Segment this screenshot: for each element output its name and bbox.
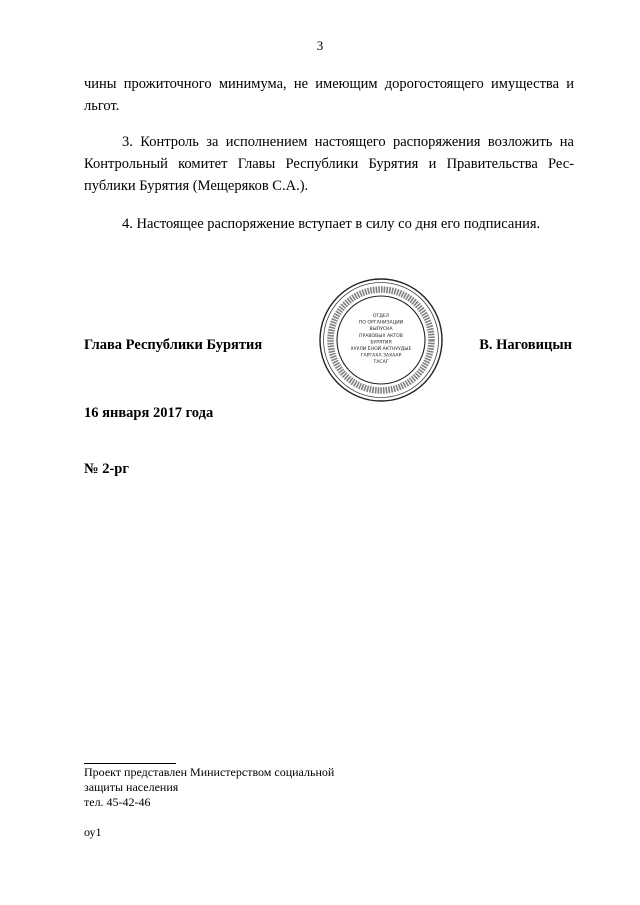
paragraph-3 xyxy=(84,131,574,197)
paragraph-line: льгот. xyxy=(84,98,120,114)
seal-text-line: ХУУЛИ ЁНОЙ АКТНУУДЫЕ xyxy=(350,347,412,352)
seal-text-line: ПО ОРГАНИЗАЦИИ xyxy=(358,320,404,326)
footnote xyxy=(84,765,334,810)
seal-text-line: ПРАВОВЫХ АКТОВ xyxy=(359,333,403,339)
paragraph-continuation xyxy=(84,73,574,117)
seal-text-line: ОТДЕЛ xyxy=(372,314,390,319)
page-number: 3 xyxy=(316,38,324,53)
seal-text-line: ГАРГАХА ЗАХААР xyxy=(360,353,402,359)
document-number: № 2-рг xyxy=(84,461,129,477)
signature-name: В. Наговицын xyxy=(479,337,572,353)
seal-text-line: ТАСАГ xyxy=(373,360,389,366)
paragraph-line: публики Бурятия (Мещеряков С.А.). xyxy=(84,178,309,194)
document-code: оу1 xyxy=(84,825,102,839)
official-seal xyxy=(318,277,444,403)
document-date: 16 января 2017 года xyxy=(84,405,214,421)
seal-inner-text xyxy=(351,313,412,365)
paragraph-4 xyxy=(84,213,574,235)
paragraph-line: Контрольный комитет Главы Республики Бурятия и Правительства Рес- xyxy=(84,156,574,172)
seal-text-line: ВЫПУСКА xyxy=(369,327,393,333)
paragraph-line: чины прожиточного минимума, не имеющим дорогостоящего имущества и xyxy=(84,76,574,92)
footnote-separator xyxy=(84,763,176,764)
seal-text-line: БУРЯТИЯ xyxy=(370,340,392,346)
paragraph-line: 3. Контроль за исполнением настоящего распоряжения возложить на xyxy=(122,134,574,150)
footnote-line: защиты населения xyxy=(84,780,179,794)
paragraph-line: 4. Настоящее распоряжение вступает в силу со дня его подписания. xyxy=(122,216,541,232)
footnote-line: Проект представлен Министерством социальной xyxy=(84,765,335,779)
footnote-line: тел. 45-42-46 xyxy=(84,795,151,809)
signature-position: Глава Республики Бурятия xyxy=(84,337,263,353)
